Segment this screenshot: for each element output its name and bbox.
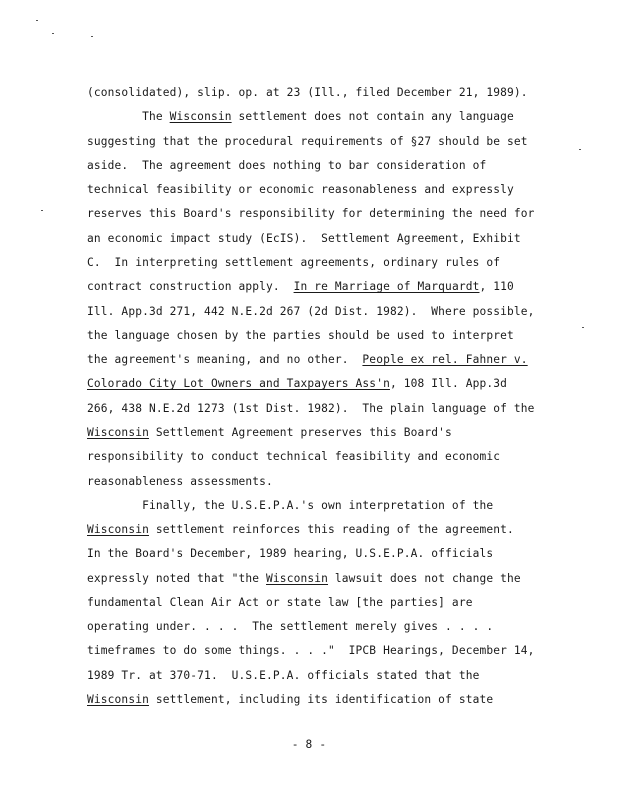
text-line	[87, 207, 535, 221]
text-line	[87, 280, 514, 294]
text-line	[87, 596, 473, 610]
text-run: (consolidated), slip. op. at 23 (Ill., filed December 21, 1989).	[87, 86, 528, 99]
text-run: reasonableness assessments.	[87, 474, 273, 488]
text-line	[87, 353, 528, 367]
text-line	[87, 183, 514, 197]
text-run: operating under. . . . The settlement merely gives . . . .	[87, 620, 494, 634]
underlined-citation: In re Marriage of Marquardt	[293, 280, 480, 294]
text-run: 266, 438 N.E.2d 1273 (1st Dist. 1982). The plain language of the	[87, 401, 535, 415]
text-run: settlement reinforces this reading of the agreement.	[148, 523, 514, 536]
scan-speck	[41, 210, 43, 211]
page-number: - 8 -	[291, 738, 327, 751]
text-line	[87, 693, 493, 707]
text-run: the agreement's meaning, and no other.	[87, 353, 363, 367]
scan-speck	[36, 20, 38, 21]
text-run: expressly noted that "the	[87, 571, 267, 585]
scan-speck	[579, 149, 581, 150]
text-run: , 108 Ill. App.3d	[389, 377, 508, 391]
text-line	[87, 572, 521, 586]
text-line	[87, 475, 273, 489]
text-line	[87, 450, 500, 464]
text-run: contract construction apply.	[87, 280, 294, 294]
text-run: the language chosen by the parties should be used to interpret	[87, 328, 514, 342]
underlined-citation: Wisconsin	[87, 425, 149, 439]
underlined-citation: Wisconsin	[266, 571, 329, 585]
text-line	[87, 256, 500, 270]
text-line	[87, 110, 514, 124]
text-line	[87, 402, 535, 416]
underlined-citation: Colorado City Lot Owners and Taxpayers Ass'n	[87, 377, 390, 391]
text-run: settlement, including its identification of state	[148, 693, 494, 706]
text-line	[87, 523, 514, 537]
text-line	[87, 86, 528, 100]
underlined-citation: Wisconsin	[169, 110, 232, 124]
text-run: settlement does not contain any language	[231, 110, 514, 124]
text-line	[87, 547, 493, 561]
scan-speck	[91, 36, 93, 37]
text-run: Settlement Agreement preserves this Board's	[148, 425, 452, 439]
scan-speck	[582, 327, 584, 328]
text-run: The	[87, 110, 170, 124]
text-line	[87, 644, 535, 658]
text-run: reserves this Board's responsibility for determining the need for	[87, 207, 535, 221]
text-line	[87, 232, 521, 246]
text-run: fundamental Clean Air Act or state law [the parties] are	[87, 595, 473, 609]
text-line	[87, 329, 514, 343]
text-run: aside. The agreement does nothing to bar consideration of	[87, 158, 487, 172]
text-line	[87, 426, 452, 440]
text-line	[87, 305, 535, 319]
text-run: Ill. App.3d 271, 442 N.E.2d 267 (2d Dist. 1982). Where possible,	[87, 304, 535, 318]
text-line	[87, 499, 493, 513]
text-line	[87, 620, 493, 634]
text-run: Finally, the U.S.E.P.A.'s own interpretation of the	[87, 498, 494, 512]
scan-speck	[52, 33, 54, 34]
text-run: an economic impact study (EcIS). Settlement Agreement, Exhibit	[87, 231, 521, 245]
text-line	[87, 377, 507, 391]
text-line	[87, 135, 528, 149]
text-line	[87, 669, 479, 683]
text-run: C. In interpreting settlement agreements, ordinary rules of	[87, 256, 501, 269]
underlined-citation: Wisconsin	[87, 523, 149, 536]
text-run: technical feasibility or economic reasonableness and expressly	[87, 183, 514, 197]
underlined-citation: Wisconsin	[87, 693, 149, 706]
text-run: , 110	[479, 280, 514, 294]
text-run: responsibility to conduct technical feasibility and economic	[87, 450, 501, 464]
text-run: In the Board's December, 1989 hearing, U.S.E.P.A. officials	[87, 547, 494, 561]
underlined-citation: People ex rel. Fahner v.	[362, 353, 528, 367]
text-run: 1989 Tr. at 370-71. U.S.E.P.A. officials stated that the	[87, 668, 480, 682]
text-run: timeframes to do some things. . . ." IPCB Hearings, December 14,	[87, 644, 535, 658]
text-run: suggesting that the procedural requirements of §27 should be set	[87, 134, 528, 148]
text-run: lawsuit does not change the	[328, 571, 521, 585]
text-line	[87, 159, 486, 173]
